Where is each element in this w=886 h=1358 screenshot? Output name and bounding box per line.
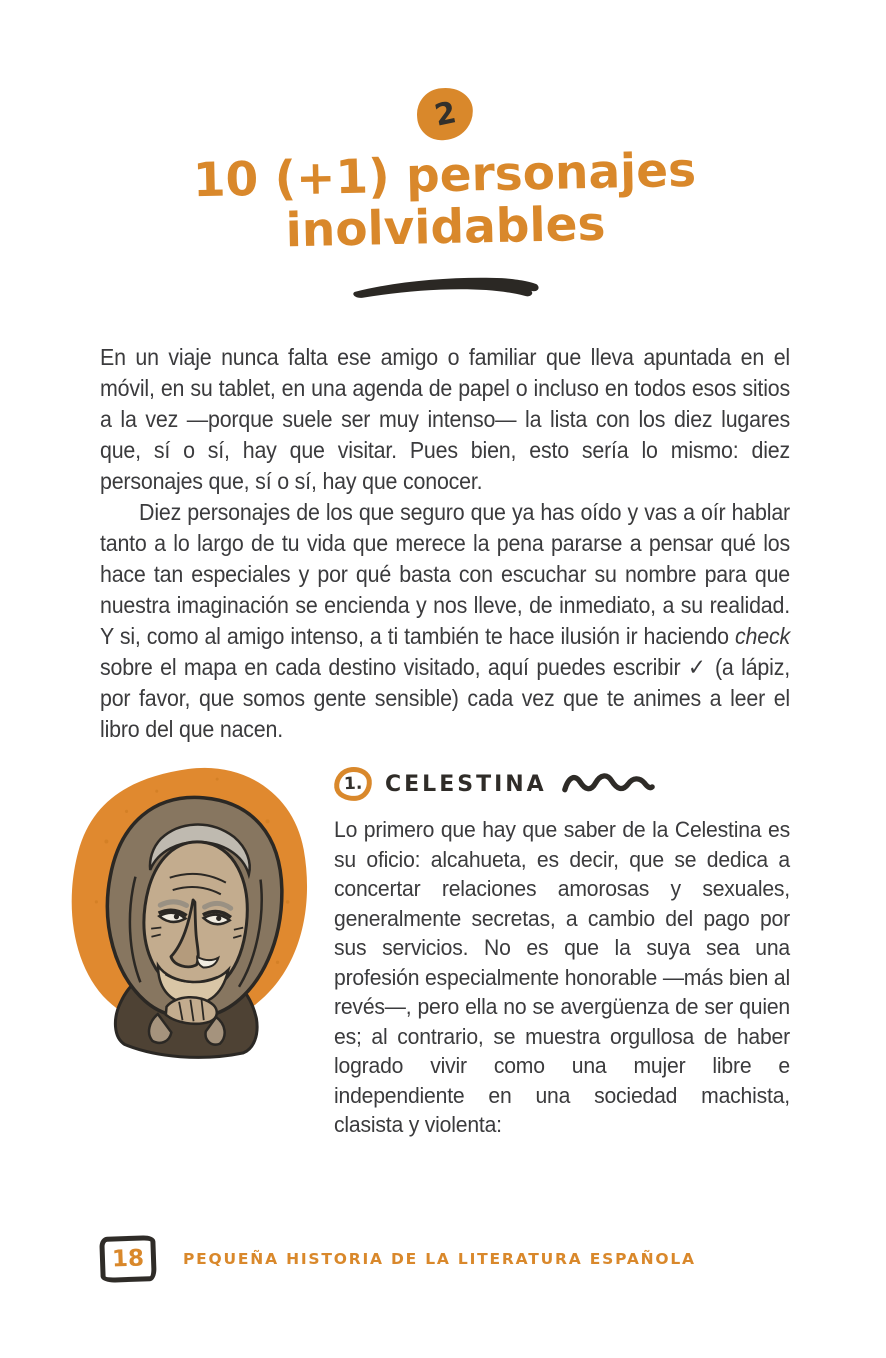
paragraph2-text-after: sobre el mapa en cada destino visitado, aquí puedes escribir ✓ (a lápiz, por favor, que somos gente sensible) cada vez que te animes a leer el libro del que nacen. xyxy=(100,654,790,743)
section-number: 1. xyxy=(343,774,363,795)
page-number-box xyxy=(99,1235,157,1283)
page-footer xyxy=(100,1236,696,1282)
section-heading xyxy=(334,761,790,807)
celestina-section xyxy=(66,761,790,1140)
book-title: PEQUEÑA HISTORIA DE LA LITERATURA ESPAÑOLA xyxy=(183,1250,696,1268)
section-number-badge xyxy=(332,765,373,803)
section-title: CELESTINA xyxy=(385,771,547,797)
page-number: 18 xyxy=(111,1245,145,1273)
section-paragraph: Lo primero que hay que saber de la Celestina es su oficio: alcahueta, es decir, que se dedica a concertar relaciones amorosas y sexuales, generalmente secretas, a cambio del pago por sus servicios. No es que la suya sea una profesión especialmente honorable —más bien al revés—, pero ella no se avergüenza de ser quien es; al contrario, se muestra orgullosa de haber logrado vivir como una mujer libre e independiente en una sociedad machista, clasista y violenta: xyxy=(334,817,790,1138)
intro-paragraph-1: En un viaje nunca falta ese amigo o familiar que lleva apuntada en el móvil, en su tablet, en una agenda de papel o incluso en todos esos sitios a la vez —porque suele ser muy intenso— la lista con los diez lugares que, sí o sí, hay que visitar. Pues bien, esto sería lo mismo: diez personajes que, sí o sí, hay que conocer. xyxy=(100,344,790,495)
chapter-number: 2 xyxy=(431,94,459,134)
chapter-title-line-2: inolvidables xyxy=(285,196,606,259)
celestina-illustration xyxy=(66,761,318,1073)
celestina-text-column xyxy=(334,761,790,1140)
intro-text xyxy=(100,342,790,745)
paragraph2-italic-word: check xyxy=(735,623,790,650)
chapter-title xyxy=(99,143,791,261)
paragraph2-text-before: Diez personajes de los que seguro que ya has oído y vas a oír hablar tanto a lo largo de tu vida que merece la pena pararse a pensar qué los hace tan especiales y por qué basta con escuchar su nombre para que nuestra imaginación se encienda y nos lleve, de inmediato, a su realidad. Y si, como al amigo intenso, a ti también te hace ilusión ir haciendo xyxy=(100,499,790,650)
celestina-old-woman-portrait-icon xyxy=(66,761,318,1068)
chapter-title-line-1: 10 (+1) personajes xyxy=(192,142,697,209)
intro-paragraph-2 xyxy=(100,497,790,745)
chapter-number-badge xyxy=(415,86,474,142)
title-underline-wrap xyxy=(100,271,790,306)
wave-scribble-icon xyxy=(560,768,656,800)
brush-underline-swoosh-icon xyxy=(347,271,543,301)
